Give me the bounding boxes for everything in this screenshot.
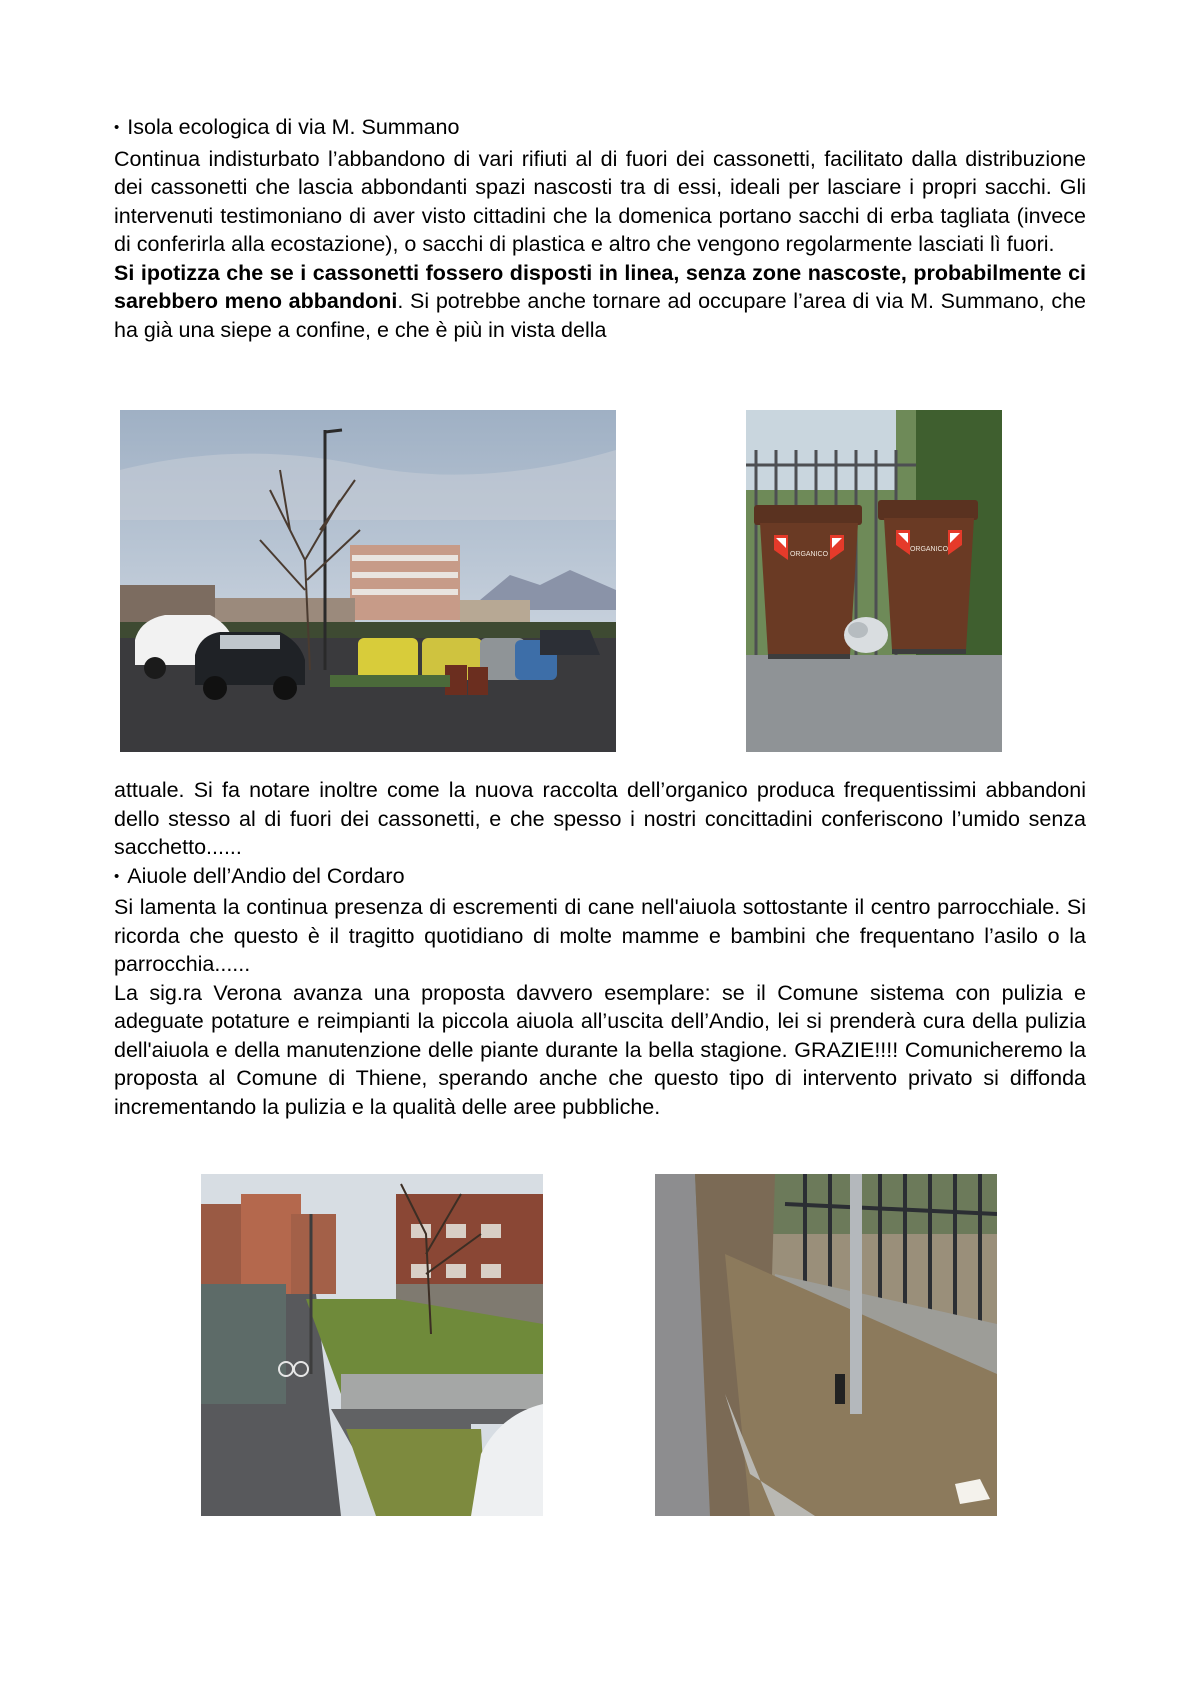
text-block-1 — [114, 113, 1086, 344]
heading-isola-ecologica: • Isola ecologica di via M. Summano — [114, 113, 1086, 145]
paragraph-ipotesi-bold: Si ipotizza che se i cassonetti fossero disposti in linea, senza zone nascoste, probabilmente ci sarebbero meno abbandoni — [114, 260, 1086, 313]
paragraph-abbandono: Continua indisturbato l’abbandono di vari rifiuti al di fuori dei cassonetti, facilitato dalla distribuzione dei cassonetti che lascia abbondanti spazi nascosti tra di essi, ideali per lasciare i propri sacchi. Gli intervenuti testimoniano di aver visto cittadini che la domenica portano sacchi di erba tagliata (invece di conferirla alla ecostazione), o sacchi di plastica e altro che vengono regolarmente lasciati lì fuori. — [114, 146, 1086, 256]
bin-label-left: ORGANICO — [789, 551, 829, 558]
bin-label-right: ORGANICO — [909, 546, 949, 553]
paragraph-ipotesi — [114, 259, 1086, 345]
paragraph-organico: attuale. Si fa notare inoltre come la nuova raccolta dell’organico produca frequentissimi abbandoni dello stesso al di fuori dei cassonetti, e che spesso i nostri concittadini conferiscono l’umido senza sacchetto...... — [114, 778, 1086, 859]
paragraph-ipotesi-rest: . Si potrebbe anche tornare ad occupare l’area di via M. Summano, che ha già una siepe a confine, e che è più in vista della — [114, 289, 1086, 342]
photo-parking-bins — [120, 410, 616, 752]
paragraph-proposta: La sig.ra Verona avanza una proposta davvero esemplare: se il Comune sistema con pulizia e adeguate potature e reimpianti la piccola aiuola all’uscita dell’Andio, lei si prenderà cura della pulizia dell'aiuola e della manutenzione delle piante durante la bella stagione. GRAZIE!!!! Comunicheremo la proposta al Comune di Thiene, sperando anche che questo tipo di intervento privato si diffonda incrementando la pulizia e la qualità delle aree pubbliche. — [114, 980, 1086, 1119]
photo-flowerbed-pole — [655, 1174, 997, 1516]
text-block-2 — [114, 776, 1086, 1121]
photo-organic-bins — [746, 410, 1002, 752]
paragraph-escrementi: Si lamenta la continua presenza di escrementi di cane nell'aiuola sottostante il centro parrocchiale. Si ricorda che questo è il tragitto quotidiano di molte mamme e bambini che frequentano l’asilo o la parrocchia...... — [114, 895, 1086, 976]
heading-aiuole-andio: • Aiuole dell’Andio del Cordaro — [114, 862, 1086, 894]
photo-andio-path — [201, 1174, 543, 1516]
